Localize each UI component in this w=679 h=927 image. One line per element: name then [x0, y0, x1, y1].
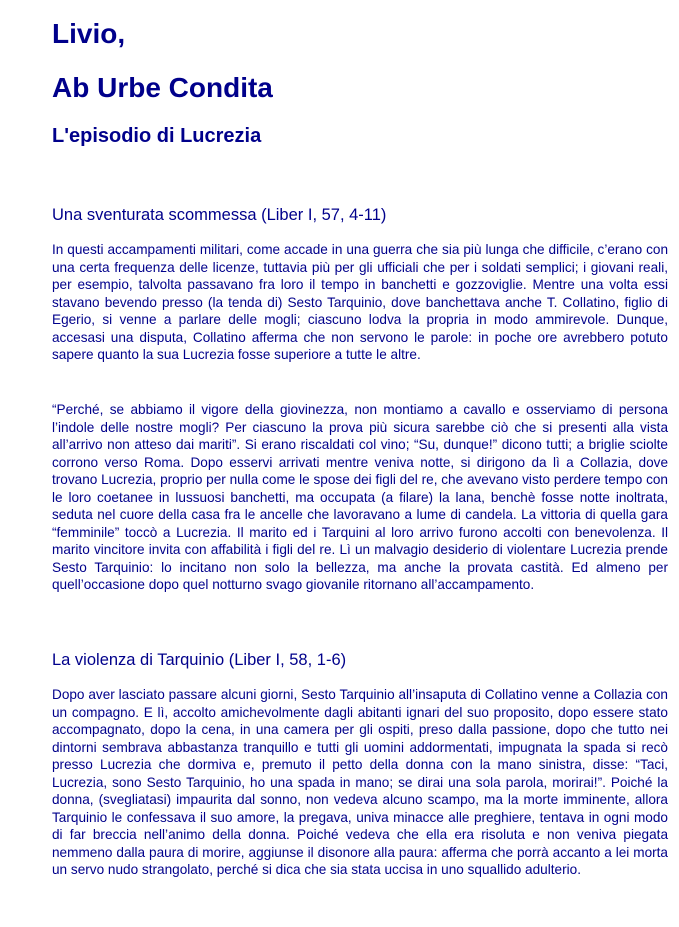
- section-heading-violenza: La violenza di Tarquinio (Liber I, 58, 1-6): [52, 651, 347, 669]
- document-work-title: Ab Urbe Condita: [52, 72, 273, 103]
- section-heading-scommessa: Una sventurata scommessa (Liber I, 57, 4-11): [52, 206, 387, 224]
- document-subtitle: L'episodio di Lucrezia: [52, 125, 262, 147]
- paragraph: Dopo aver lasciato passare alcuni giorni, Sesto Tarquinio all’insaputa di Collatino venne a Collazia con un compagno. E lì, accolto amichevolmente dagli abitanti ignari del suo proposito, dopo essere stato accompagnato, dopo la cena, in una camera per gli ospiti, preso dalla passione, dopo che tutto nei dintorni sembrava abbastanza tranquillo e tutti gli uomini addormentati, impugnata la spada si recò presso Lucrezia che dormiva e, premuto il petto della donna con la mano sinistra, disse: “Taci, Lucrezia, sono Sesto Tarquinio, ho una spada in mano; se dirai una sola parola, morirai!”. Poiché la donna, (svegliatasi) impaurita dal sonno, non vedeva alcuno scampo, ma la morte imminente, allora Tarquinio le confessava il suo amore, la pregava, univa minacce alle preghiere, tentava in ogni modo di far breccia nell’animo della donna. Poiché vedeva che ella era risoluta e non veniva piegata nemmeno dalla paura di morire, aggiunse il disonore alla paura: afferma che porrà accanto a lei morta un servo nudo strangolato, perché si dica che sia stata uccisa in uno squallido adulterio.: [52, 687, 668, 878]
- paragraph: In questi accampamenti militari, come accade in una guerra che sia più lunga che difficile, c’erano con una certa frequenza delle licenze, tuttavia più per gli ufficiali che per i soldati semplici; i giovani reali, per esempio, talvolta passavano fra loro il tempo in banchetti e gozzoviglie. Mentre una volta essi stavano bevendo presso (la tenda di) Sesto Tarquinio, dove banchettava anche T. Collatino, figlio di Egerio, si venne a parlare delle mogli; ciascuno lodva la propria in modo ammirevole. Dunque, accesasi una disputa, Collatino afferma che non servono le parole: in poche ore avrebbero potuto sapere quanto la sua Lucrezia fosse superiore a tutte le altre.: [52, 242, 668, 363]
- paragraph: “Perché, se abbiamo il vigore della giovinezza, non montiamo a cavallo e osserviamo di persona l’indole delle nostre mogli? Per ciascuno la prova più sicura sarebbe ciò che si presenti alla vista all’arrivo non atteso dai mariti”. Si erano riscaldati col vino; “Su, dunque!” dicono tutti; a briglie sciolte corrono verso Roma. Dopo esservi arrivati mentre veniva notte, si dirigono da lì a Collazia, dove trovano Lucrezia, proprio per nulla come le spose dei figli del re, che avevano visto perdere tempo con le loro coetanee in lussuosi banchetti, ma occupata (a filare) la lana, benchè fosse notte inoltrata, seduta nel cuore della casa fra le ancelle che lavoravano a lume di candela. La vittoria di quella gara “femminile” toccò a Lucrezia. Il marito ed i Tarquini al loro arrivo furono accolti con benevolenza. Il marito vincitore invita con affabilità i figli del re. Lì un malvagio desiderio di violentare Lucrezia prende Sesto Tarquinio: lo incitano non solo la bellezza, ma anche la provata castità. Ed almeno per quell’occasione dopo quel notturno svago giovanile ritornano all’accampamento.: [52, 402, 668, 593]
- document-author-title: Livio,: [52, 18, 126, 49]
